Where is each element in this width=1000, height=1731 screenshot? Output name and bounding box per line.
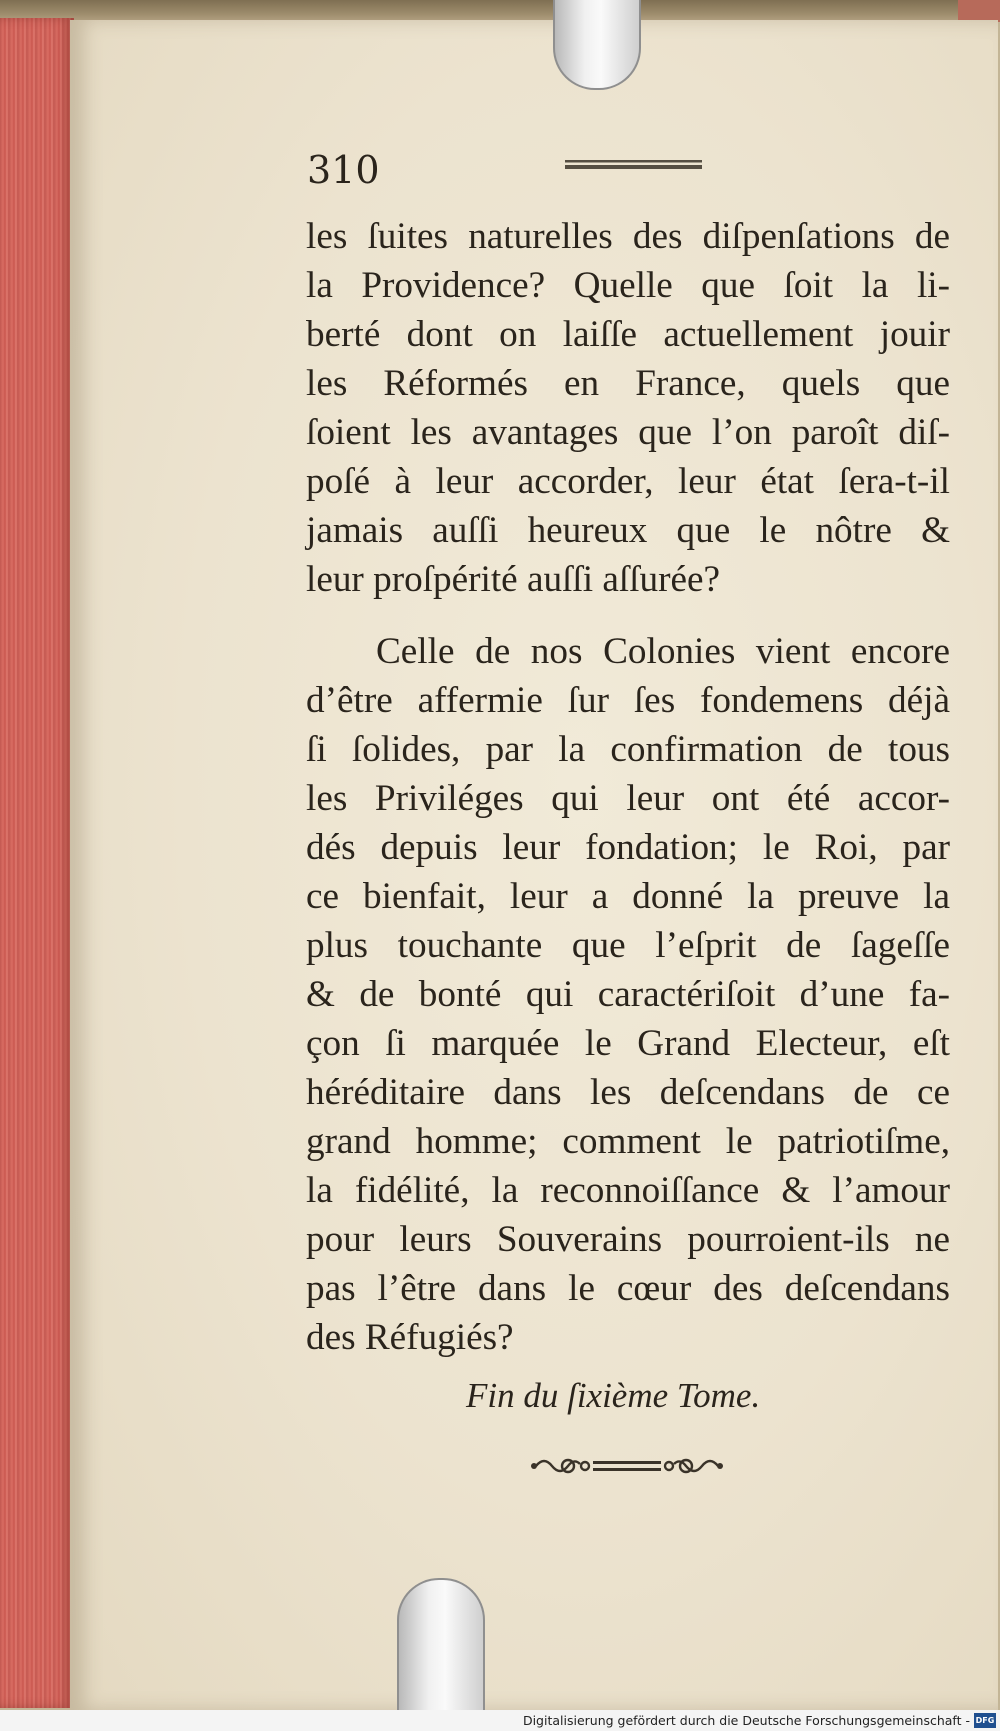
text-line: les Réformés en France, quels que bbox=[306, 363, 950, 404]
text-line: ſi ſolides, par la confirmation de tous bbox=[306, 729, 950, 770]
text-line: d’être affermie ſur ſes fondemens déjà bbox=[306, 680, 950, 721]
text-line: héréditaire dans les deſcendans de ce bbox=[306, 1072, 950, 1113]
page-number: 310 bbox=[307, 148, 380, 192]
text-line: berté dont on laiſſe actuellement jouir bbox=[306, 314, 950, 355]
paragraph-2-last-line bbox=[306, 1313, 950, 1362]
funding-credit: Digitalisierung gefördert durch die Deutsche Forschungsgemeinschaft - bbox=[522, 1713, 970, 1728]
page-text bbox=[306, 212, 950, 1362]
text-line: plus touchante que l’eſprit de ſageſſe bbox=[306, 925, 950, 966]
text-line: pour leurs Souverains pourroient-ils ne bbox=[306, 1219, 950, 1260]
dfg-logo: DFG bbox=[974, 1713, 996, 1728]
page-clip-bottom bbox=[397, 1578, 485, 1720]
page-edges bbox=[0, 18, 74, 1708]
text-line: la fidélité, la reconnoiſſance & l’amour bbox=[306, 1170, 950, 1211]
header-rule bbox=[565, 160, 702, 169]
text-line: çon ſi marquée le Grand Electeur, eſt bbox=[306, 1023, 950, 1064]
text-line: jamais auſſi heureux que le nôtre & bbox=[306, 510, 950, 551]
page-clip-top bbox=[553, 0, 641, 90]
text-line: Celle de nos Colonies vient encore bbox=[376, 631, 950, 672]
text-line: les ſuites naturelles des diſpenſations de bbox=[306, 216, 950, 257]
text-line: poſé à leur accorder, leur état ſera-t-il bbox=[306, 461, 950, 502]
paragraph-2 bbox=[306, 627, 950, 1313]
text-line: des Réfugiés? bbox=[306, 1317, 514, 1358]
book-top-edge bbox=[0, 0, 1000, 22]
text-line: pas l’être dans le cœur des deſcendans bbox=[306, 1268, 950, 1309]
text-line: les Priviléges qui leur ont été accor- bbox=[306, 778, 950, 819]
paragraph-1 bbox=[306, 212, 950, 555]
text-line: leur proſpérité auſſi aſſurée? bbox=[306, 559, 721, 600]
text-line: grand homme; comment le patriotiſme, bbox=[306, 1121, 950, 1162]
paragraph-gap bbox=[306, 604, 950, 627]
text-line: dés depuis leur fondation; le Roi, par bbox=[306, 827, 950, 868]
text-line: ſoient les avantages que l’on paroît diſ- bbox=[306, 412, 950, 453]
text-line: ce bienfait, leur a donné la preuve la bbox=[306, 876, 950, 917]
text-line: & de bonté qui caractériſoit d’une fa- bbox=[306, 974, 950, 1015]
text-line: la Providence? Quelle que ſoit la li- bbox=[306, 265, 950, 306]
printer-ornament-icon bbox=[528, 1446, 726, 1486]
end-of-volume-note: Fin du ſixième Tome. bbox=[466, 1376, 761, 1415]
paragraph-1-last-line bbox=[306, 555, 950, 604]
